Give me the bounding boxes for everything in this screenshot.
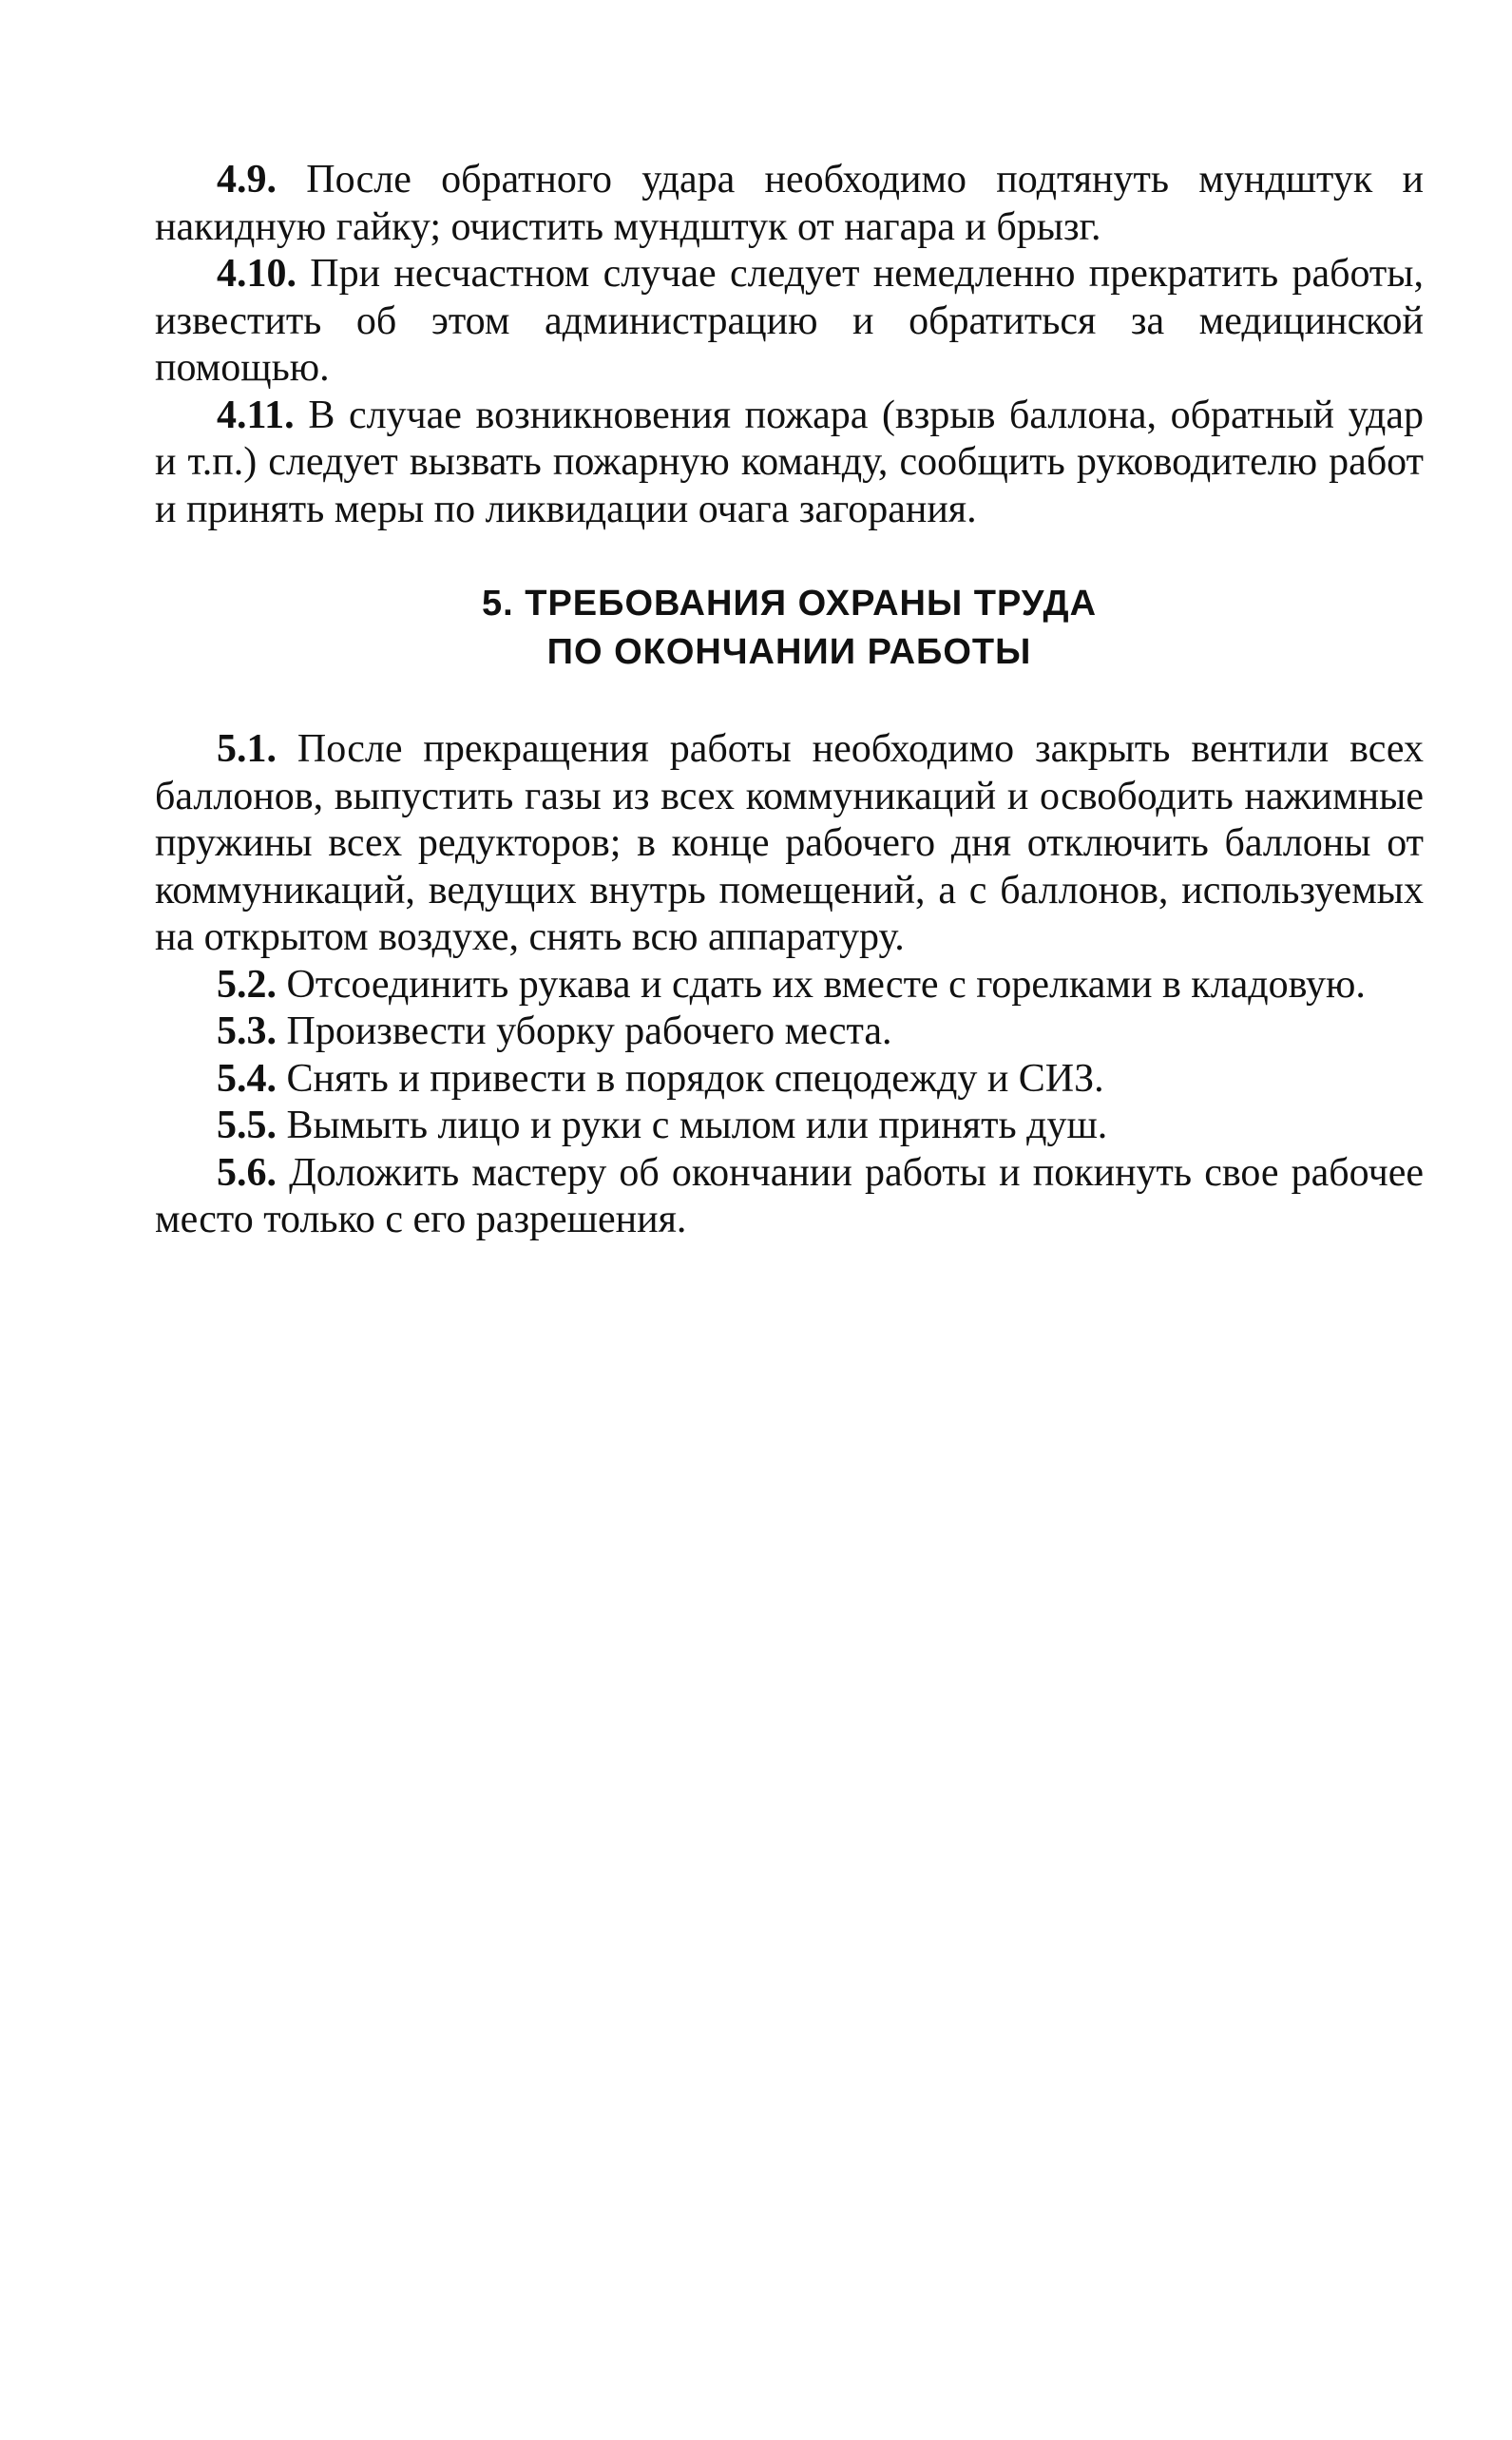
item-number: 4.10. [217, 252, 297, 296]
item-text: После прекращения работы необходимо закрыть вентили всех баллонов, выпустить газы из всех коммуникаций и освободить нажимные пружины всех редукторов; в конце рабочего дня отключить баллоны от коммуникаций, ведущих внутрь помещений, а с баллонов, используемых на открытом воздухе, снять всю аппаратуру. [155, 727, 1425, 959]
item-text: В случае возникновения пожара (взрыв баллона, обратный удар и т.п.) следует вызвать пожарную команду, сообщить руководителю работ и принять меры по ликвидации очага загорания. [155, 393, 1425, 531]
paragraph-5-5 [155, 1103, 1424, 1150]
paragraph-5-3 [155, 1009, 1424, 1056]
item-number: 5.6. [217, 1150, 277, 1195]
paragraph-5-1 [155, 726, 1424, 962]
paragraph-4-10 [155, 251, 1424, 393]
paragraph-5-6 [155, 1150, 1424, 1244]
item-text: Снять и привести в порядок спецодежду и СИЗ. [286, 1056, 1104, 1101]
item-number: 5.2. [217, 962, 277, 1007]
section-5-heading-line-1: 5. ТРЕБОВАНИЯ ОХРАНЫ ТРУДА [481, 584, 1098, 624]
page-content [155, 157, 1424, 1244]
item-number: 4.11. [217, 393, 295, 437]
paragraph-4-9 [155, 157, 1424, 251]
item-number: 5.3. [217, 1009, 277, 1053]
paragraph-4-11 [155, 393, 1424, 534]
item-text: Вымыть лицо и руки с мылом или принять душ. [286, 1104, 1108, 1147]
item-number: 4.9. [217, 158, 277, 202]
item-number: 5.5. [217, 1104, 277, 1147]
item-text: После обратного удара необходимо подтянуть мундштук и накидную гайку; очистить мундштук от нагара и брызг. [155, 158, 1424, 249]
item-text: Доложить мастеру об окончании работы и покинуть свое рабочее место только с его разрешения. [155, 1150, 1424, 1241]
item-number: 5.4. [217, 1056, 277, 1101]
paragraph-5-2 [155, 962, 1424, 1009]
item-text: При несчастном случае следует немедленно прекратить работы, известить об этом администрацию и обратиться за медицинской помощью. [155, 252, 1425, 390]
section-5-heading [155, 580, 1424, 677]
item-number: 5.1. [217, 727, 277, 771]
paragraph-5-4 [155, 1056, 1424, 1104]
section-5-heading-line-2: ПО ОКОНЧАНИИ РАБОТЫ [546, 632, 1032, 672]
item-text: Отсоединить рукава и сдать их вместе с горелками в кладовую. [286, 962, 1366, 1007]
item-text: Произвести уборку рабочего места. [286, 1009, 892, 1053]
